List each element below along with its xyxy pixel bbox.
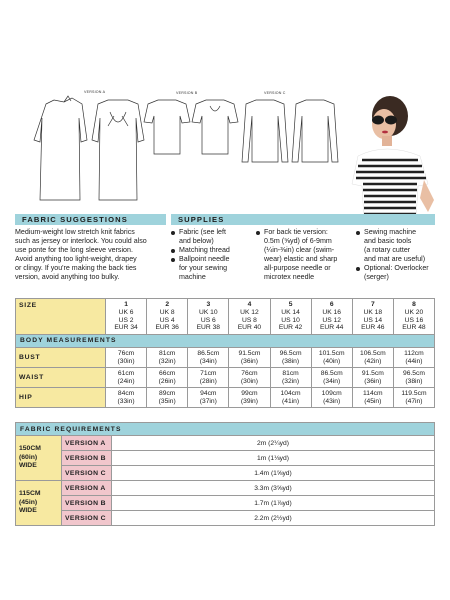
amount-cell: 2.2m (2½yd) — [112, 511, 435, 526]
fabric-line: version, avoid anything too bulky. — [15, 273, 120, 282]
fabric-line: use ponte for the long sleeve version. — [15, 246, 133, 255]
measurement-cell: 104cm (41in) — [270, 388, 311, 408]
measurement-cell: 101.5cm (40in) — [311, 348, 352, 368]
supply-item: Matching thread — [171, 246, 257, 255]
fabric-suggestions-header: FABRIC SUGGESTIONS — [15, 214, 166, 225]
fabric-requirements-header: FABRIC REQUIREMENTS — [16, 423, 435, 436]
version-cell: VERSION B — [62, 496, 112, 511]
measurement-cell: 114cm (45in) — [352, 388, 393, 408]
measurement-cell: 86.5cm (34in) — [188, 348, 229, 368]
body-measurements-header: BODY MEASUREMENTS — [16, 335, 435, 348]
version-a-label: VERSION A — [84, 90, 106, 94]
fabric-line: such as jersey or interlock. You could also — [15, 237, 147, 246]
size-cell: 7 UK 18 US 14 EUR 46 — [352, 299, 393, 335]
amount-cell: 1.4m (1⅝yd) — [112, 466, 435, 481]
version-b-label: VERSION B — [176, 91, 198, 95]
version-cell: VERSION A — [62, 436, 112, 451]
measurement-cell: 71cm (28in) — [188, 368, 229, 388]
amount-cell: 1m (1⅛yd) — [112, 451, 435, 466]
requirement-row — [16, 436, 435, 451]
fabric-line: or clingy. If you're making the back ties — [15, 264, 137, 273]
measurement-cell: 89cm (35in) — [147, 388, 188, 408]
measurement-cell: 66cm (26in) — [147, 368, 188, 388]
measurement-cell: 96.5cm (38in) — [393, 368, 434, 388]
version-cell: VERSION A — [62, 481, 112, 496]
measurement-cell: 106.5cm (42in) — [352, 348, 393, 368]
dress-front-drawing — [34, 98, 87, 200]
size-cell: 3 UK 10 US 6 EUR 38 — [188, 299, 229, 335]
dress-back-drawing — [92, 100, 144, 200]
amount-cell: 1.7m (1⅞yd) — [112, 496, 435, 511]
supply-item: Optional: Overlocker (serger) — [356, 264, 438, 282]
long-sleeve-back-drawing — [292, 100, 338, 162]
measurement-cell: 86.5cm (34in) — [311, 368, 352, 388]
measurement-cell: 119.5cm (47in) — [393, 388, 434, 408]
supply-item: Ballpoint needle for your sewing machine — [171, 255, 257, 282]
body-measurements-header-row — [16, 335, 435, 348]
supplies-header: SUPPLIES — [171, 214, 435, 225]
bust-row — [16, 348, 435, 368]
hip-row — [16, 388, 435, 408]
model-photo — [348, 80, 444, 222]
waist-row — [16, 368, 435, 388]
requirement-row — [16, 496, 435, 511]
fabric-line: Avoid anything too light-weight, drapey — [15, 255, 137, 264]
version-c-label: VERSION C — [264, 91, 286, 95]
tee-front-drawing — [144, 100, 190, 154]
amount-cell: 3.3m (3⅝yd) — [112, 481, 435, 496]
measurement-cell: 76cm (30in) — [106, 348, 147, 368]
size-row — [16, 299, 435, 335]
measurement-cell: 81cm (32in) — [270, 368, 311, 388]
measurement-cell: 96.5cm (38in) — [270, 348, 311, 368]
supplies-list-1 — [171, 228, 257, 283]
size-cell: 4 UK 12 US 8 EUR 40 — [229, 299, 270, 335]
size-cell: 5 UK 14 US 10 EUR 42 — [270, 299, 311, 335]
measurement-cell: 94cm (37in) — [188, 388, 229, 408]
hip-label: HIP — [16, 388, 106, 408]
fabric-line: Medium-weight low stretch knit fabrics — [15, 228, 135, 236]
requirement-row — [16, 511, 435, 526]
size-cell: 8 UK 20 US 16 EUR 48 — [393, 299, 434, 335]
version-cell: VERSION B — [62, 451, 112, 466]
version-cell: VERSION C — [62, 511, 112, 526]
measurement-cell: 99cm (39in) — [229, 388, 270, 408]
fabric-requirements-table — [15, 422, 435, 526]
size-chart — [15, 298, 435, 408]
measurement-cell: 61cm (24in) — [106, 368, 147, 388]
version-cell: VERSION C — [62, 466, 112, 481]
tee-back-drawing — [192, 100, 238, 154]
measurement-cell: 84cm (33in) — [106, 388, 147, 408]
measurement-cell: 81cm (32in) — [147, 348, 188, 368]
measurement-cell: 91.5cm (36in) — [352, 368, 393, 388]
waist-label: WAIST — [16, 368, 106, 388]
size-cell: 1 UK 6 US 2 EUR 34 — [106, 299, 147, 335]
technical-drawings — [24, 82, 344, 206]
fabric-width-cell: 150CM (60in) WIDE — [16, 436, 62, 481]
requirement-row — [16, 451, 435, 466]
supply-item: Fabric (see left and below) — [171, 228, 257, 246]
supplies-list-3 — [356, 228, 438, 283]
requirement-row — [16, 466, 435, 481]
measurement-cell: 76cm (30in) — [229, 368, 270, 388]
requirement-row — [16, 481, 435, 496]
fabric-suggestions-text — [15, 228, 171, 283]
supply-item: For back tie version: 0.5m (⅝yd) of 6-9mm (¼in-⅜in) clear (swim- wear) elastic and sharp all-purpose needle or microtex needle — [256, 228, 354, 283]
long-sleeve-front-drawing — [242, 100, 288, 162]
size-cell: 2 UK 8 US 4 EUR 36 — [147, 299, 188, 335]
size-label: SIZE — [16, 299, 106, 335]
supplies-list-2 — [256, 228, 354, 283]
measurement-cell: 91.5cm (36in) — [229, 348, 270, 368]
measurement-cell: 109cm (43in) — [311, 388, 352, 408]
fabric-requirements-header-row — [16, 423, 435, 436]
garment-line-drawings — [24, 82, 344, 206]
fabric-width-cell: 115CM (45in) WIDE — [16, 481, 62, 526]
size-cell: 6 UK 16 US 12 EUR 44 — [311, 299, 352, 335]
supply-item: Sewing machine and basic tools (a rotary cutter and mat are useful) — [356, 228, 438, 264]
amount-cell: 2m (2¼yd) — [112, 436, 435, 451]
measurement-cell: 112cm (44in) — [393, 348, 434, 368]
bust-label: BUST — [16, 348, 106, 368]
